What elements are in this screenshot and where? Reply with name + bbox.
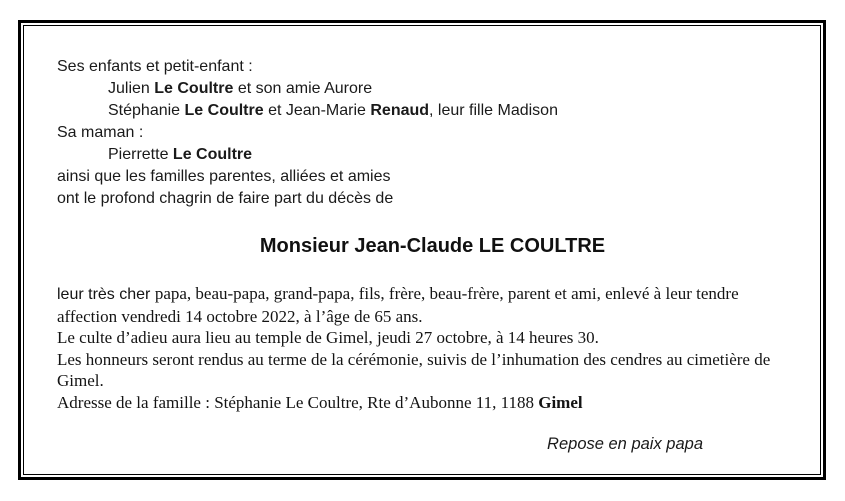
- honors-line-1-text: Les honneurs seront rendus au terme de la cérémonie, suivis de l’inhumation des cendres au cimetière de: [57, 349, 771, 369]
- ceremony-line-text: Le culte d’adieu aura lieu au temple de Gimel, jeudi 27 octobre, à 14 heures 30.: [57, 328, 599, 347]
- deceased-name-title: [57, 232, 808, 260]
- honors-line-2: [57, 370, 808, 392]
- deceased-name-text: Monsieur Jean-Claude LE COULTRE: [259, 235, 606, 257]
- daughter-surname: Le Coultre: [184, 102, 264, 119]
- closing-message-text: Repose en paix papa: [547, 435, 703, 453]
- children-heading-line: [57, 56, 808, 78]
- mother-surname: Le Coultre: [172, 146, 253, 163]
- ceremony-line: [57, 327, 808, 349]
- partner-surname: Renaud: [370, 102, 430, 119]
- son-line-rest: et son amie Aurore: [233, 80, 373, 97]
- daughter-line-rest: , leur fille Madison: [429, 102, 558, 119]
- children-heading-text: Ses enfants et petit-enfant :: [57, 58, 253, 75]
- grief-line-text: ont le profond chagrin de faire part du décès de: [57, 190, 394, 207]
- honors-line-2-text: Gimel.: [57, 371, 104, 390]
- son-surname: Le Coultre: [154, 80, 234, 97]
- inner-border-frame: [23, 25, 821, 475]
- daughter-line: [57, 100, 808, 122]
- daughter-line-mid: et Jean-Marie: [263, 102, 371, 119]
- son-first-name: Julien: [108, 80, 155, 97]
- grief-line: [57, 188, 808, 210]
- tribute-line-2-text: affection vendredi 14 octobre 2022, à l’âge de 65 ans.: [57, 306, 423, 326]
- tribute-line-2: [57, 306, 808, 328]
- tribute-line-1-text: papa, beau-papa, grand-papa, fils, frère, beau-frère, parent et ami, enlevé à leur tendre: [154, 284, 739, 303]
- mother-heading-text: Sa maman :: [57, 124, 144, 141]
- honors-line-1: [57, 349, 808, 371]
- outer-border-frame: [18, 20, 826, 480]
- announcement-body: [57, 283, 808, 413]
- closing-message: [57, 433, 808, 455]
- families-line: [57, 166, 808, 188]
- families-line-text: ainsi que les familles parentes, alliées et amies: [57, 168, 391, 185]
- tribute-line-1: [57, 283, 808, 306]
- family-address-city: Gimel: [538, 392, 583, 412]
- family-address-text: Adresse de la famille : Stéphanie Le Coultre, Rte d’Aubonne 11, 1188: [57, 392, 539, 412]
- mother-heading-line: [57, 122, 808, 144]
- daughter-first-name: Stéphanie: [108, 102, 185, 119]
- mother-first-name: Pierrette: [108, 146, 173, 163]
- tribute-lead-text: leur très cher: [57, 286, 155, 303]
- son-line: [57, 78, 808, 100]
- mother-line: [57, 144, 808, 166]
- family-address-line: [57, 392, 808, 414]
